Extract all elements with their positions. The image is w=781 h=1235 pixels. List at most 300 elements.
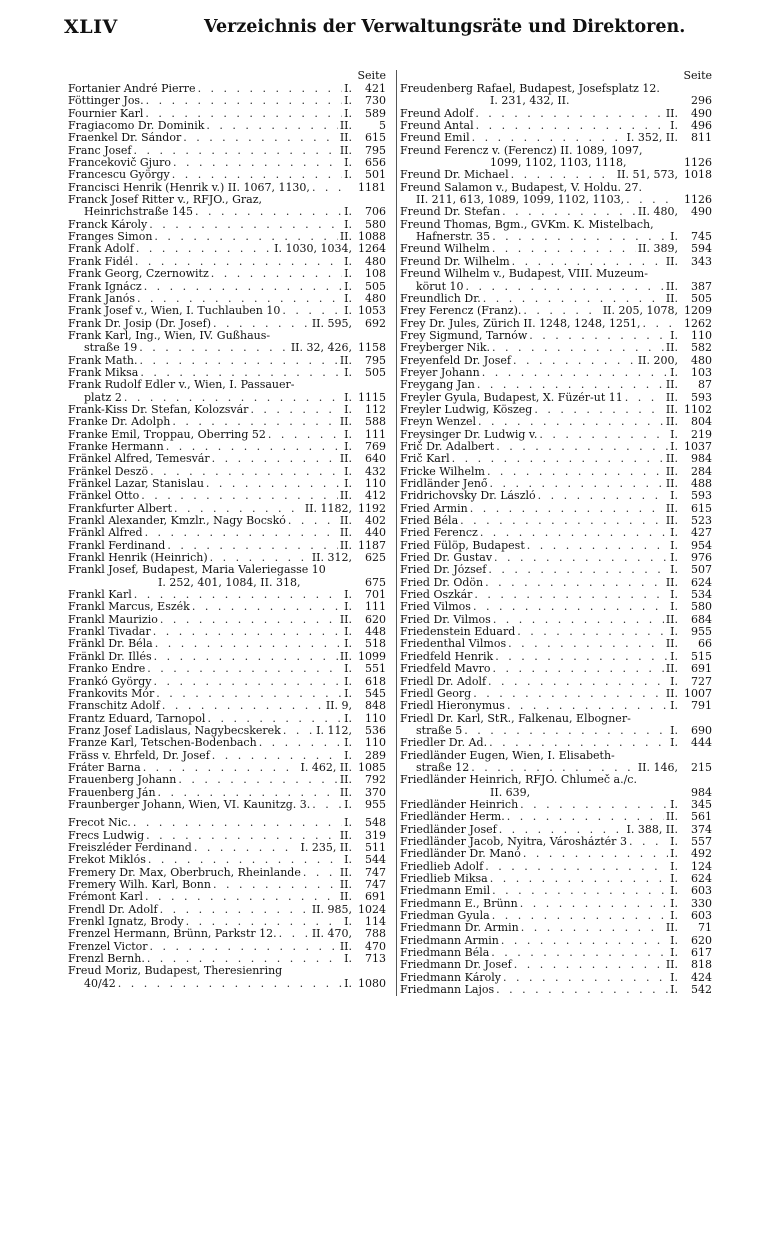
entry-volume: I. [344,953,352,966]
entry-page: 505 [365,366,386,379]
entry-name: Friedländer Herm. [400,811,505,824]
leader-dots [209,268,342,280]
index-entry [68,916,386,928]
leader-dots [170,416,337,428]
entry-name: Franke Hermann [68,440,164,453]
leader-dots [210,453,338,465]
leader-dots [137,342,289,354]
leader-dots [152,651,338,663]
entry-volume: II. [339,866,352,879]
index-entry [68,750,386,762]
entry-page: 490 [691,206,712,219]
entry-page: 561 [691,811,712,824]
entry-name: Fränkl Alfred [68,527,143,540]
entry-name: Friedl Dr. Adolf [400,675,487,688]
entry-name: straße 12 [416,761,470,774]
leader-dots [490,243,636,255]
leader-dots [148,466,342,478]
entry-page: 1099 [358,650,386,663]
entry-volume: I. [344,798,352,811]
index-entry [68,965,386,977]
index-entry [400,861,712,873]
entry-name: Francisci Henrik (Henrik v.) II. 1067, 1130, [68,181,310,194]
entry-volume: II. 389, [637,243,678,256]
entry-page: 108 [365,268,386,281]
entry-name: Friedländer Josef [400,823,497,836]
entry-name: Frankl Marcus, Eszék [68,601,190,614]
left-column [68,70,386,990]
leader-dots [470,132,625,144]
right-column [396,70,712,996]
entry-volume: I. [344,305,352,318]
leader-dots [473,108,664,120]
entry-volume: II. [665,292,678,305]
leader-dots [537,429,668,441]
entry-name: Fried Dr. Gustav [400,552,493,565]
index-entry [400,959,712,971]
entry-page: 1053 [358,305,386,318]
index-entry [400,626,712,638]
leader-dots [518,799,668,811]
leader-dots [310,799,342,811]
index-entry [68,132,386,144]
entry-volume: II. [339,416,352,429]
entry-volume: II. [339,354,352,367]
entry-name: Fried Dr. József [400,564,487,577]
index-entry [68,120,386,132]
entry-volume: I. [344,107,352,120]
leader-dots [132,589,342,601]
index-entry [400,268,712,280]
entry-volume: I. [670,527,678,540]
entry-page: 488 [691,478,712,490]
entry-name: Frankl Alexander, Kmzlr., Nagy Bocskó [68,515,286,528]
entry-page: 470 [365,940,386,953]
index-entry [400,355,712,367]
entry-volume: I. [670,897,678,910]
leader-dots [521,848,668,860]
entry-page: 124 [691,860,712,873]
entry-volume: II. 32, 426, [290,342,352,355]
entry-page: 421 [365,83,386,95]
entry-name: Frank Fidél [68,255,133,268]
index-entry [400,478,712,490]
index-entry [400,811,712,823]
entry-page: 1085 [358,761,386,774]
entry-volume: I. [670,650,678,663]
index-entry [68,342,386,354]
entry-page: 624 [691,576,712,589]
entry-name: Freyler Gyula, Budapest, X. Füzér-ut 11 [400,391,623,404]
entry-name: Frankovits Mór [68,687,155,700]
entry-volume: II. [339,120,352,133]
entry-name: Frankó György [68,675,152,688]
leader-dots [181,132,338,144]
entry-name: Frank Georg, Czernowitz [68,268,209,281]
entry-name: Friedmann Lajos [400,984,495,997]
index-entry [68,83,386,95]
index-entry [400,527,712,539]
index-entry [68,379,386,391]
leader-dots [518,898,668,910]
entry-volume: II. [665,391,678,404]
entry-name: Friedl Georg [400,687,472,700]
entry-name: Fremery Dr. Max, Oberbruch, Rheinlande [68,866,301,879]
entry-page: 1262 [684,317,712,330]
leader-dots [158,614,338,626]
index-entry [68,108,386,120]
entry-page: 769 [365,440,386,453]
entry-volume: II. [339,786,352,799]
entry-page: 691 [691,663,712,676]
index-entry [400,231,712,243]
entry-page: 496 [691,120,712,133]
entry-name: Frank-Kiss Dr. Stefan, Kolozsvár [68,403,249,416]
index-entry [68,904,386,916]
leader-dots [519,922,664,934]
index-entry [68,928,386,940]
index-entry [400,787,712,799]
entry-name: Friedlieb Adolf [400,860,484,873]
leader-dots [301,867,338,879]
entry-name: Freund Dr. Michael [400,169,509,182]
entry-name: Freysinger Dr. Ludwig v. [400,428,538,441]
leader-dots [532,404,663,416]
leader-dots [464,281,664,293]
leader-dots [145,663,342,675]
entry-name: Friedmann E., Brünn [400,897,518,910]
entry-volume: I. 388, II. [626,823,678,836]
entry-name: Frantz Eduard, Tarnopol [68,712,206,725]
leader-dots [147,219,342,231]
entry-page: 507 [691,564,712,577]
entry-page: 603 [691,910,712,923]
entry-name: straße 5 [416,724,463,737]
leader-dots [476,416,664,428]
index-entry [400,108,712,120]
entry-name: Frank Janós [68,292,136,305]
leader-dots [176,774,337,786]
index-entry [400,614,712,626]
entry-name: Frecot Nic. [68,817,131,830]
seite-label: Seite [357,69,386,82]
entry-page: 791 [691,700,712,713]
entry-page: 730 [365,95,386,108]
leader-dots [489,947,668,959]
index-entry [68,799,386,811]
entry-volume: I. [344,292,352,305]
leader-dots [139,490,338,502]
entry-page: 110 [365,712,386,725]
leader-dots [280,305,342,317]
leader-dots [160,700,324,712]
entry-volume: I. [344,366,352,379]
entry-name: Frank Karl, Ing., Wien, IV. Gußhaus- [68,329,271,342]
index-entry [400,416,712,428]
entry-volume: II. 480, [637,206,678,219]
leader-dots [481,293,664,305]
entry-volume: I. [670,601,678,614]
entry-volume: I. [670,490,678,503]
entry-page: 620 [365,613,386,626]
leader-dots [192,842,299,854]
index-entry [400,157,712,169]
entry-name: Francescu György [68,169,170,182]
entry-name: Frank Math. [68,354,138,367]
index-entry [400,873,712,885]
index-entry [400,330,712,342]
entry-volume: II. [665,416,678,429]
leader-dots [248,404,342,416]
entry-page: 620 [691,934,712,947]
leader-dots [468,503,664,515]
entry-volume: II. [339,774,352,787]
entry-volume: I. [670,934,678,947]
entry-page: 747 [365,879,386,891]
entry-name: straße 19 [84,342,138,355]
entry-name: Fried Béla [400,515,459,528]
entry-volume: I. [670,700,678,713]
index-entry [400,145,712,157]
leader-dots [310,182,350,194]
entry-volume: I. [344,157,352,170]
entry-page: 1126 [684,157,712,170]
entry-name: Frankl Maurizio [68,613,158,626]
index-entry [400,305,712,317]
entry-volume: I. [344,465,352,478]
entry-page: 1024 [358,903,386,916]
entry-volume: I. [344,268,352,281]
entry-volume: II. [339,132,352,145]
entry-page: 480 [691,354,712,367]
index-entry [400,688,712,700]
entry-page: 480 [365,292,386,305]
entry-volume: I. [670,589,678,602]
leader-dots [156,787,338,799]
entry-volume: II. [665,638,678,651]
index-entry [68,879,386,891]
entry-name: I. 252, 401, 1084, II. 318, [158,576,301,589]
entry-volume: I. [670,428,678,441]
index-entry [68,416,386,428]
entry-page: 984 [691,786,712,799]
index-entry [68,293,386,305]
entry-name: Fried Fülöp, Budapest [400,539,525,552]
entry-volume: II. [665,515,678,528]
entry-page: 588 [365,416,386,429]
index-entry [68,392,386,404]
entry-name: Fremery Wilh. Karl, Bonn [68,879,211,891]
entry-page: 284 [691,465,712,478]
entry-page: 593 [691,490,712,503]
leader-dots [152,231,337,243]
index-entry [400,774,712,786]
entry-page: 1018 [684,169,712,182]
entry-page: 955 [691,626,712,639]
entry-name: körut 10 [416,280,464,293]
entry-name: Friedmann Dr. Armin [400,922,519,935]
leader-dots [483,861,668,873]
entry-volume: I. 462, II. [300,761,352,774]
entry-page: 1187 [358,539,386,552]
index-entry [400,318,712,330]
index-entry [400,762,712,774]
page-number: XLIV [64,16,118,38]
index-entry [68,891,386,903]
entry-volume: II. 985, [311,903,352,916]
leader-dots [164,441,342,453]
leader-dots [623,392,664,404]
index-entry [400,490,712,502]
entry-name: Frič Karl [400,453,450,466]
entry-volume: I. [670,564,678,577]
entry-name: Frank Rudolf Edler v., Wien, I. Passauer- [68,379,295,392]
leader-dots [135,293,342,305]
entry-name: Frankl Henrik (Heinrich) [68,552,208,565]
entry-volume: II. [665,687,678,700]
entry-name: Freyler Ludwig, Köszeg [400,403,533,416]
entry-name: Franc Josef [68,144,132,157]
entry-page: 289 [365,749,386,762]
index-entry [68,688,386,700]
entry-volume: I. [670,737,678,750]
entry-name: Frenzel Victor [68,940,148,953]
entry-volume: I. [670,885,678,898]
entry-name: Friedlieb Miksa [400,873,488,885]
entry-name: Frankl Karl [68,589,132,602]
index-entry [400,935,712,947]
entry-volume: I. [344,638,352,651]
entry-name: Fridrichovsky Dr. László [400,490,536,503]
entry-name: Frendl Dr. Adolf [68,903,158,916]
entry-volume: II. [665,453,678,466]
entry-page: 505 [365,280,386,293]
index-entry [68,854,386,866]
index-entry [68,737,386,749]
leader-dots [145,953,342,965]
entry-name: II. 639, [490,786,531,799]
index-entry [68,219,386,231]
entry-page: 536 [365,724,386,737]
leader-dots [471,688,664,700]
entry-page: 640 [365,453,386,466]
index-entry [400,898,712,910]
entry-name: Franck Josef Ritter v., RFJO., Graz, [68,194,262,207]
leader-dots [490,885,668,897]
index-entry [400,700,712,712]
entry-volume: II. [665,478,678,490]
entry-volume: I. 352, II. [626,132,678,145]
leader-dots [151,626,342,638]
leader-dots [204,478,342,490]
leader-dots [133,256,342,268]
entry-volume: I. [670,873,678,885]
entry-volume: I. 1030, 1034, [274,243,352,256]
entry-page: 412 [365,490,386,503]
entry-volume: I. [670,552,678,565]
entry-page: 557 [691,835,712,848]
entry-page: 110 [365,737,386,750]
leader-dots [488,478,664,490]
entry-name: Freud Moriz, Budapest, Theresienring [68,965,283,978]
entry-name: Frenzel Hermann, Brünn, Parkstr 12. [68,928,277,941]
entry-volume: I. [344,977,352,990]
index-entry [68,676,386,688]
entry-volume: I. [670,231,678,244]
entry-volume: II. 470, [311,928,352,941]
entry-page: 701 [365,589,386,602]
seite-label: Seite [683,69,712,82]
entry-volume: II. [339,231,352,244]
entry-volume: I. [670,984,678,997]
index-entry [68,626,386,638]
index-entry [400,725,712,737]
index-entry [400,577,712,589]
entry-volume: I. [670,910,678,923]
leader-dots [485,466,664,478]
entry-page: 71 [698,922,712,935]
index-entry [68,206,386,218]
index-entry [68,614,386,626]
entry-volume: II. [339,453,352,466]
leader-dots [500,206,636,218]
entry-name: Franko Endre [68,663,146,676]
entry-page: 87 [698,379,712,392]
leader-dots [143,891,338,903]
entry-page: 548 [365,817,386,830]
entry-name: Fränkl Dr. Illés [68,650,152,663]
entry-volume: II. [339,650,352,663]
leader-dots [511,355,636,367]
entry-volume: I. [670,947,678,960]
index-entry [68,355,386,367]
index-entry [400,848,712,860]
leader-dots [474,120,669,132]
entry-page: 589 [365,107,386,120]
entry-volume: II. 9, [325,700,352,713]
entry-page: 811 [691,132,712,145]
leader-dots [505,811,664,823]
entry-page: 1102 [684,403,712,416]
entry-name: Frank Josef v., Wien, I. Tuchlauben 10 [68,305,281,318]
entry-volume: II. [339,515,352,528]
entry-volume: II. [665,280,678,293]
leader-dots [281,725,314,737]
index-entry [400,515,712,527]
index-entry [68,540,386,552]
entry-name: Fried Vilmos [400,601,471,614]
entry-list-left [68,83,386,990]
leader-dots [486,564,668,576]
leader-dots [204,120,337,132]
entry-name: Frauenberg Johann [68,774,177,787]
index-entry [68,281,386,293]
entry-page: 691 [365,891,386,904]
entry-name: Fridländer Jenő [400,478,488,490]
leader-dots [122,392,342,404]
index-entry [68,453,386,465]
entry-page: 480 [365,255,386,268]
entry-name: Fournier Karl [68,107,144,120]
entry-volume: I. [670,626,678,639]
index-entry [68,169,386,181]
entry-page: 1088 [358,231,386,244]
index-entry [68,713,386,725]
index-entry [68,182,386,194]
entry-page: 1007 [684,687,712,700]
entry-volume: I. [670,835,678,848]
entry-volume: I. [670,860,678,873]
